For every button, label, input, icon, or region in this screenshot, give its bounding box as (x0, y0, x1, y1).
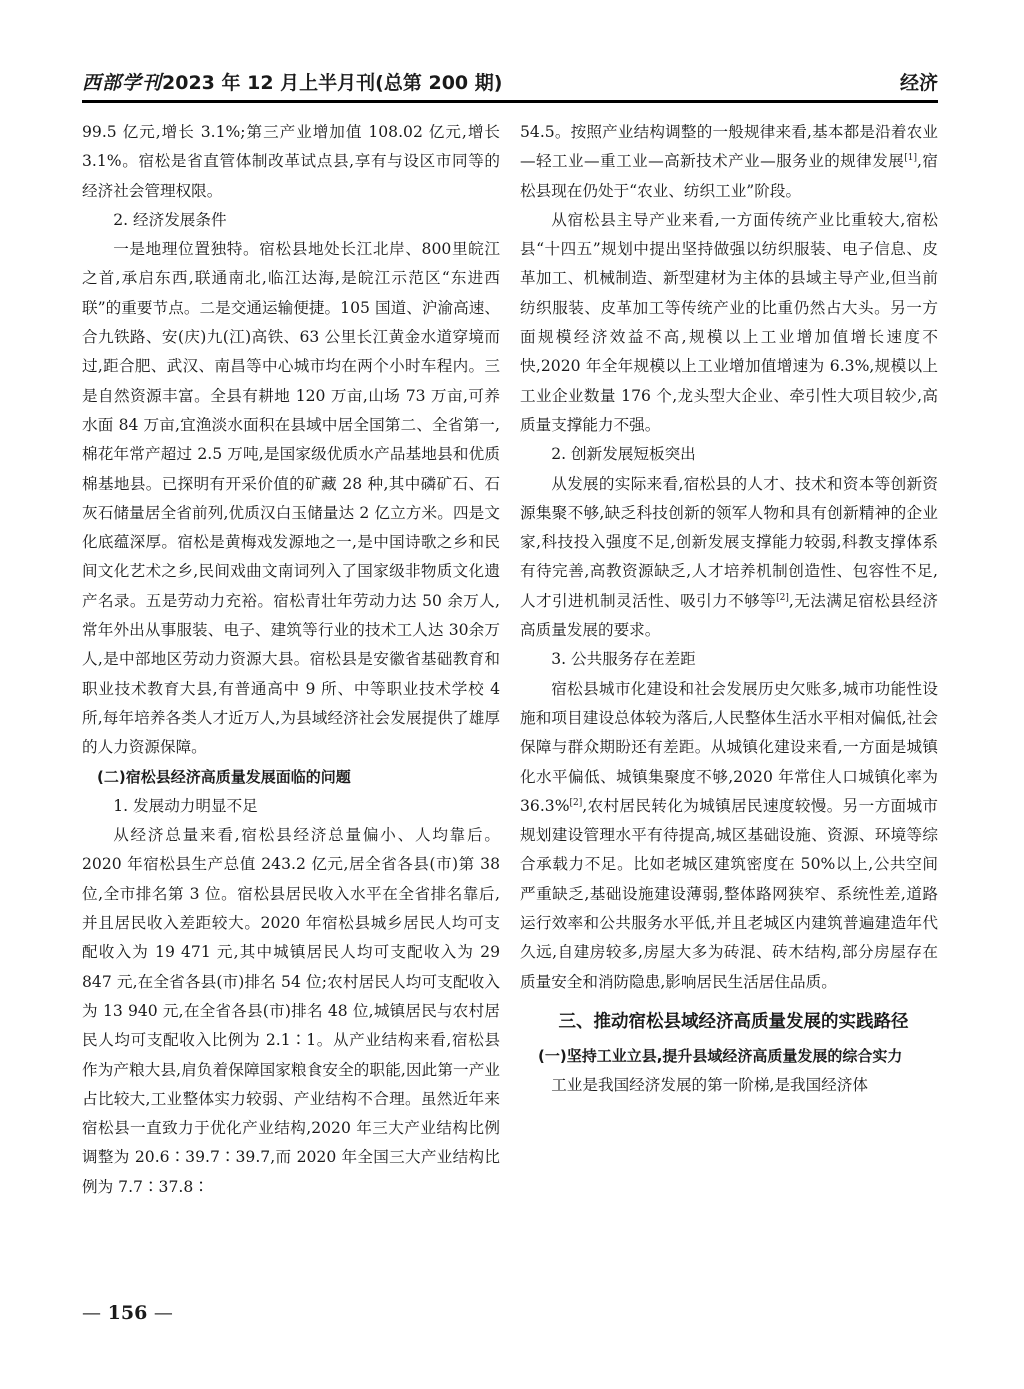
text-run: 54.5。按照产业结构调整的一般规律来看,基本都是沿着农业—轻工业—重工业—高新技术产业—服务业的规律发展 (520, 123, 938, 171)
paragraph: 一是地理位置独特。宿松县地处长江北岸、800里皖江之首,承启东西,联通南北,临江达海,是皖江示范区“东进西联”的重要节点。二是交通运输便捷。105 国道、沪渝高速、合九铁路、安(庆)九(江)高铁、63 公里长江黄金水道穿境而过,距合肥、武汉、南昌等中心城市均在两个小时车程内。三是自然资源丰富。全县有耕地 120 万亩,山场 73 万亩,可养水面 84 万亩,宜渔淡水面积在县域中居全国第二、全省第一,棉花年常产超过 2.5 万吨,是国家级优质水产品基地县和优质棉基地县。已探明有开采价值的矿藏 28 种,其中磷矿石、石灰石储量居全省前列,优质汉白玉储量达 2 亿立方米。四是文化底蕴深厚。宿松是黄梅戏发源地之一,是中国诗歌之乡和民间文化艺术之乡,民间戏曲文南词列入了国家级非物质文化遗产名录。五是劳动力充裕。宿松青壮年劳动力达 50 余万人,常年外出从事服装、电子、建筑等行业的技术工人达 30余万人,是中部地区劳动力资源大县。宿松县是安徽省基础教育和职业技术教育大县,有普通高中 9 所、中等职业技术学校 4 所,每年培养各类人才近万人,为县域经济社会发展提供了雄厚的人力资源保障。 (82, 240, 500, 757)
section-heading: (二)宿松县经济高质量发展面临的问题 (97, 767, 351, 786)
subheading: 1. 发展动力明显不足 (113, 796, 258, 815)
section-label: 经济 (899, 72, 938, 94)
chapter-heading: 三、推动宿松县域经济高质量发展的实践路径 (558, 1011, 909, 1032)
page-dash-right: — (153, 1302, 173, 1324)
text-run: 宿松县城市化建设和社会发展历史欠账多,城市功能性设施和项目建设总体较为落后,人民整体生活水平相对偏低,社会保障与群众期盼还有差距。从城镇化建设来看,一方面是城镇化水平偏低、城镇集聚度不够,2020 年常住人口城镇化率为 36.3% (520, 679, 938, 815)
paragraph: 从宿松县主导产业来看,一方面传统产业比重较大,宿松县“十四五”规划中提出坚持做强以纺织服装、电子信息、皮革加工、机械制造、新型建材为主体的县域主导产业,但当前纺织服装、皮革加工等传统产业的比重仍然占大头。另一方面规模经济效益不高,规模以上工业增加值增长速度不快,2020 年全年规模以上工业增加值增速为 6.3%,规模以上工业企业数量 176 个,龙头型大企业、牵引性大项目较少,高质量支撑能力不强。 (520, 210, 938, 434)
text-run: ,农村居民转化为城镇居民速度较慢。另一方面城市规划建设管理水平有待提高,城区基础设施、资源、环境等综合承载力不足。比如老城区建筑密度在 50%以上,公共空间严重缺乏,基础设施建设薄弱,整体路网狭窄、系统性差,道路运行效率和公共服务水平低,并且老城区内建筑普遍建造年代久远,自建房较多,房屋大多为砖混、砖木结构,部分房屋存在质量安全和消防隐患,影响居民生活居住品质。 (520, 796, 938, 991)
journal-title (82, 68, 502, 95)
citation: [1] (904, 153, 918, 164)
text-run: ,无法满足宿松县经济高质量发展的要求。 (520, 591, 938, 640)
running-header (82, 66, 938, 103)
journal-logo: 西部学刊 (82, 72, 163, 94)
subheading: 3. 公共服务存在差距 (551, 650, 696, 669)
citation: [2] (569, 797, 583, 808)
paragraph (520, 470, 938, 646)
paragraph (520, 675, 938, 997)
page-number-value: 156 (107, 1302, 148, 1324)
paragraph: 99.5 亿元,增长 3.1%;第三产业增加值 108.02 亿元,增长 3.1%。宿松是省直管体制改革试点县,享有与设区市同等的经济社会管理权限。 (82, 123, 500, 200)
paragraph: 工业是我国经济发展的第一阶梯,是我国经济体 (551, 1076, 869, 1095)
issue-info: 2023 年 12 月上半月刊(总第 200 期) (162, 72, 503, 94)
page-number (82, 1302, 173, 1324)
right-column (520, 118, 938, 1101)
citation: [2] (776, 592, 789, 603)
text-run: ,宿松县现在仍处于“农业、纺织工业”阶段。 (520, 152, 938, 200)
paragraph: 从经济总量来看,宿松县经济总量偏小、人均靠后。2020 年宿松县生产总值 243.2 亿元,居全省各县(市)第 38 位,全市排名第 3 位。宿松县居民收入水平在全省排名靠后,并且居民收入差距较大。2020 年宿松县城乡居民人均可支配收入为 19 471 元,其中城镇居民人均可支配收入为 29 847 元,在全省各县(市)排名 54 位;农村居民人均可支配收入为 13 940 元,在全省各县(市)排名 48 位,城镇居民与农村居民人均可支配收入比例为 2.1∶1。从产业结构来看,宿松县作为产粮大县,肩负着保障国家粮食安全的职能,因此第一产业占比较大,工业整体实力较弱、产业结构不合理。虽然近年来宿松县一直致力于优化产业结构,2020 年三大产业结构比例调整为 20.6∶39.7∶39.7,而 2020 年全国三大产业结构比例为 7.7∶37.8∶ (82, 826, 500, 1196)
section-heading: (一)坚持工业立县,提升县域经济高质量发展的综合实力 (538, 1046, 903, 1065)
page-dash-left: — (82, 1302, 101, 1324)
subheading: 2. 创新发展短板突出 (551, 445, 696, 464)
paragraph (520, 118, 938, 206)
text-run: 从发展的实际来看,宿松县的人才、技术和资本等创新资源集聚不够,缺乏科技创新的领军人物和具有创新精神的企业家,科技投入强度不足,创新发展支撑能力较弱,科教支撑体系有待完善,高教资源缺乏,人才培养机制创造性、包容性不足,人才引进机制灵活性、吸引力不够等 (520, 474, 938, 610)
left-column (82, 118, 500, 1202)
subheading: 2. 经济发展条件 (113, 210, 227, 229)
